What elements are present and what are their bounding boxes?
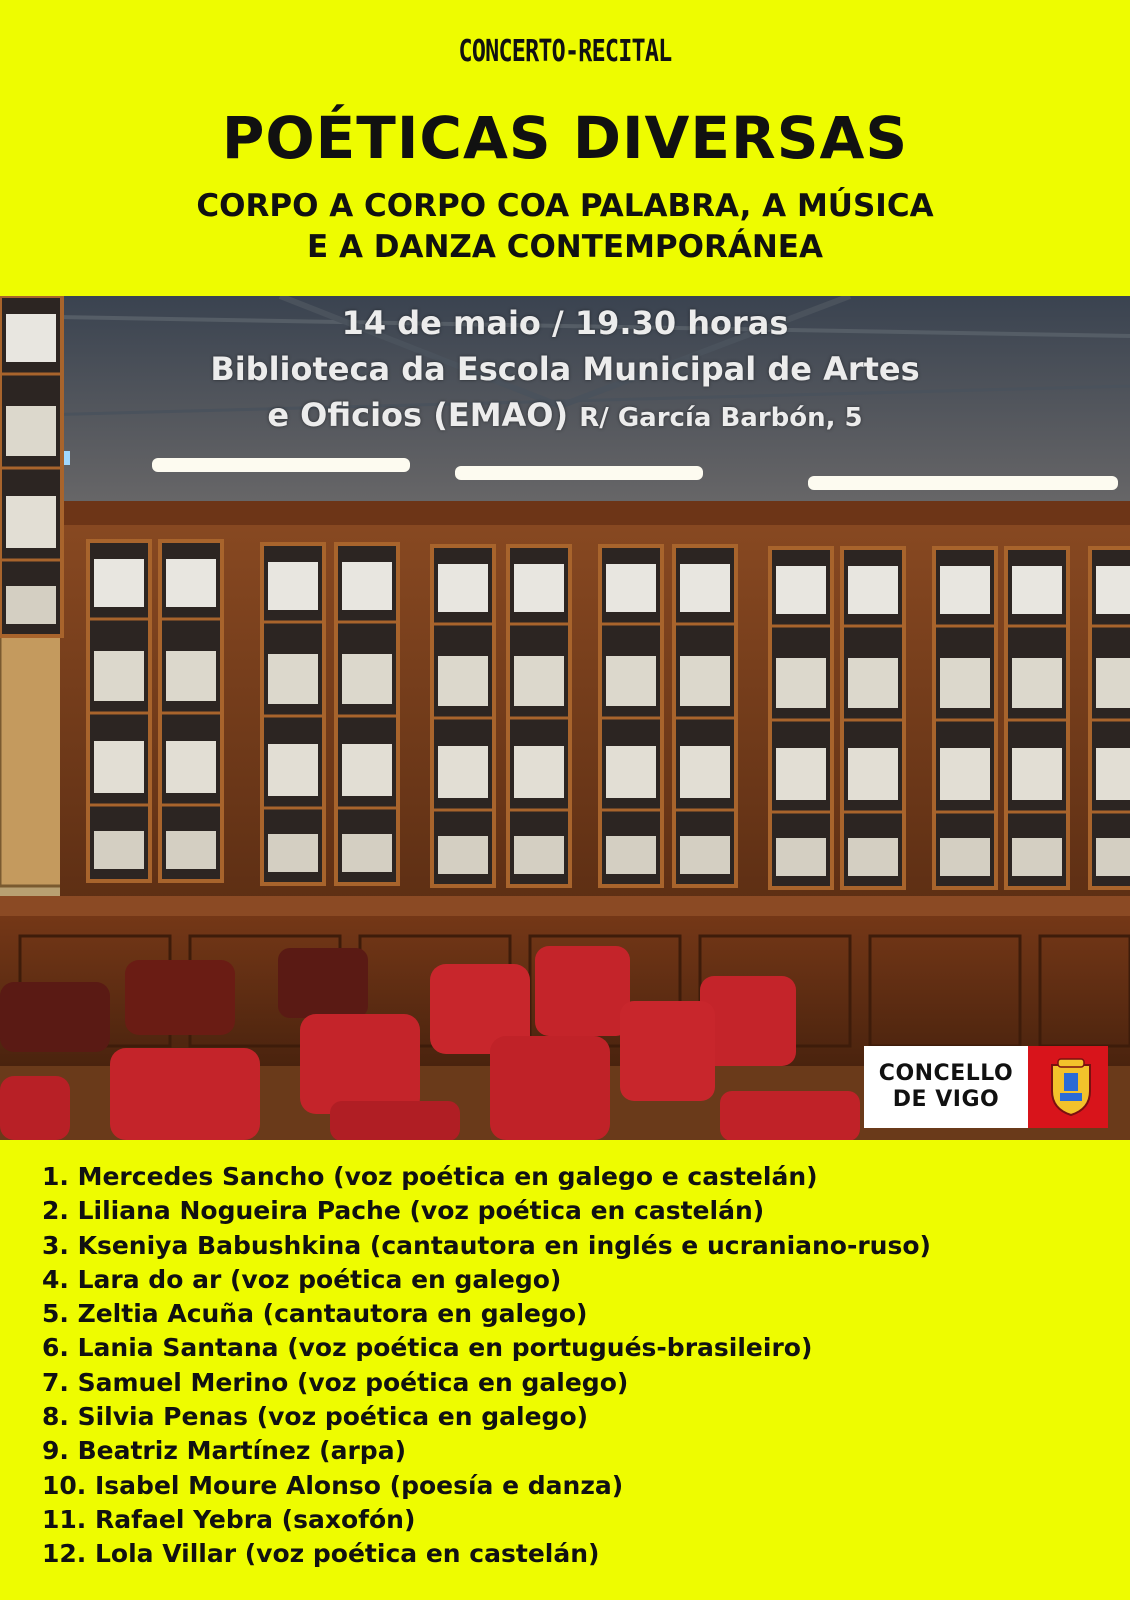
performer-item: 2. Liliana Nogueira Pache (voz poética en castelán) xyxy=(42,1196,765,1226)
performer-item: 10. Isabel Moure Alonso (poesía e danza) xyxy=(42,1470,624,1500)
poster-header xyxy=(0,0,1130,296)
performer-item: 1. Mercedes Sancho (voz poética en galego e castelán) xyxy=(42,1162,818,1191)
performer-item: 5. Zeltia Acuña (cantautora en galego) xyxy=(42,1299,588,1329)
event-subtitle xyxy=(0,186,1130,268)
performer-item: 6. Lania Santana (voz poética en portugués-brasileiro) xyxy=(42,1333,813,1363)
concello-de-vigo-logo xyxy=(864,1046,1108,1128)
performer-item: 12. Lola Villar (voz poética en castelán) xyxy=(42,1539,600,1569)
performer-item: 7. Samuel Merino (voz poética en galego) xyxy=(42,1367,629,1397)
event-datetime: 14 de maio / 19.30 horas xyxy=(341,304,789,342)
performer-item: 11. Rafael Yebra (saxofón) xyxy=(42,1504,416,1534)
subtitle-line-2: E A DANZA CONTEMPORÁNEA xyxy=(307,229,823,265)
logo-line-2: DE VIGO xyxy=(892,1087,1000,1112)
performers-list xyxy=(42,1160,1102,1572)
logo-text xyxy=(864,1046,1028,1128)
performer-item: 9. Beatriz Martínez (arpa) xyxy=(42,1436,407,1466)
event-venue-line-2: e Oficios (EMAO) xyxy=(267,396,569,434)
event-address: R/ García Barbón, 5 xyxy=(579,403,863,433)
performer-item: 4. Lara do ar (voz poética en galego) xyxy=(42,1264,562,1294)
event-title: POÉTICAS DIVERSAS xyxy=(221,104,909,172)
event-venue-line-2-row xyxy=(0,392,1130,441)
event-details xyxy=(0,300,1130,441)
subtitle-line-1: CORPO A CORPO COA PALABRA, A MÚSICA xyxy=(196,188,934,224)
performer-item: 3. Kseniya Babushkina (cantautora en inglés e ucraniano-ruso) xyxy=(42,1230,931,1260)
event-venue-line-1: Biblioteca da Escola Municipal de Artes xyxy=(210,350,920,388)
performer-item: 8. Silvia Penas (voz poética en galego) xyxy=(42,1402,589,1432)
vigo-coat-of-arms-icon xyxy=(1034,1046,1108,1128)
logo-line-1: CONCELLO xyxy=(878,1061,1014,1086)
event-kicker: CONCERTO-RECITAL xyxy=(458,34,672,69)
